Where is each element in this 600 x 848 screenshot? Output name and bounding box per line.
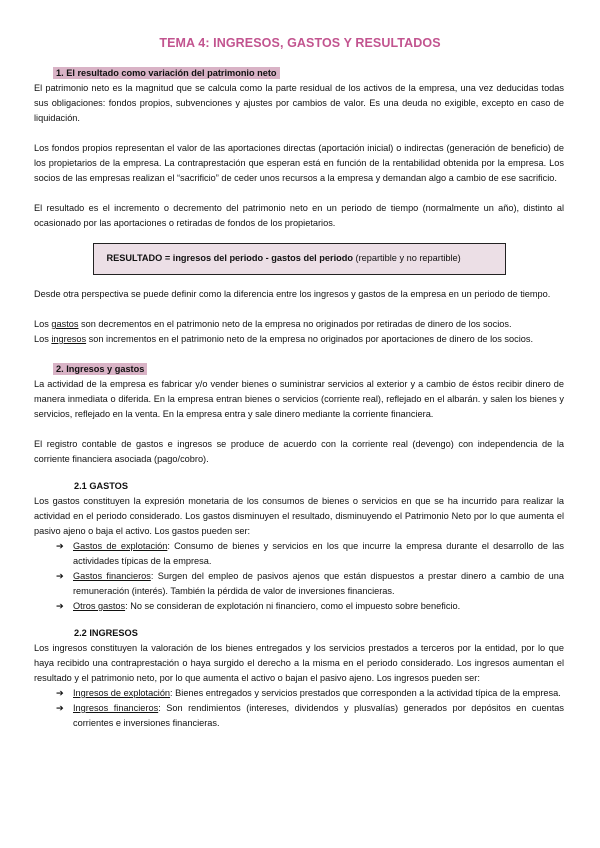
term-gastos: gastos: [51, 319, 79, 329]
ingresos-heading: 2.2 INGRESOS: [74, 628, 138, 638]
list-item: ➔ Otros gastos: No se consideran de explotación ni financiero, como el impuesto sobre beneficio.: [56, 599, 564, 614]
formula-note: (repartible y no repartible): [352, 253, 461, 263]
formula-box: [93, 243, 506, 275]
paragraph: Los gastos constituyen la expresión monetaria de los consumos de bienes o servicios en que se ha incurrido para realizar la actividad en el periodo considerado. Los gastos disminuyen el resultado, disminuyendo el Patrimonio Neto por lo que aumenta el pasivo ajeno o baja el activo. Los gastos pueden ser:: [34, 496, 564, 536]
list-item: ➔ Gastos financieros: Surgen del empleo de pasivos ajenos que están dispuestos a prestar dinero a cambio de una remuneración (interés). También la pérdida de valor de inversiones financieras.: [56, 571, 564, 596]
list-item: ➔ Ingresos financieros: Son rendimientos (intereses, dividendos y plusvalías) generados por depósitos en cuentas corrientes e inversiones financieras.: [56, 703, 564, 728]
paragraph: El registro contable de gastos e ingresos se produce de acuerdo con la corriente real (devengo) con independencia de la corriente financiera asociada (pago/cobro).: [34, 439, 564, 464]
paragraph: Desde otra perspectiva se puede definir como la diferencia entre los ingresos y gastos de la empresa en un periodo de tiempo.: [34, 289, 551, 299]
list-item: ➔ Gastos de explotación: Consumo de bienes y servicios en los que incurre la empresa durante el desarrollo de las actividades típicas de la empresa.: [56, 541, 564, 566]
page-title: TEMA 4: INGRESOS, GASTOS Y RESULTADOS: [159, 36, 441, 50]
document-body: [34, 66, 564, 731]
section-1-heading: 1. El resultado como variación del patrimonio neto: [34, 66, 564, 81]
paragraph-gastos-def: Los gastos son decrementos en el patrimonio neto de la empresa no originados por retiradas de dinero de los socios.: [34, 319, 512, 329]
list-term: Gastos de explotación: [73, 541, 168, 551]
gastos-list: [34, 539, 564, 614]
paragraph-ingresos-def: Los ingresos son incrementos en el patrimonio neto de la empresa no originados por aportaciones de dinero de los socios.: [34, 334, 533, 344]
arrow-icon: ➔: [56, 601, 64, 611]
term-ingresos: ingresos: [51, 334, 87, 344]
gastos-heading: 2.1 GASTOS: [74, 481, 128, 491]
formula-bold: RESULTADO = ingresos del periodo - gastos del periodo: [106, 253, 353, 263]
list-term: Ingresos de explotación: [73, 688, 171, 698]
list-term: Gastos financieros: [73, 571, 151, 581]
arrow-icon: ➔: [56, 688, 64, 698]
list-term: Otros gastos: [73, 601, 126, 611]
paragraph: Los fondos propios representan el valor de las aportaciones directas (aportación inicial) o indirectas (generación de beneficio) de los propietarios de la empresa. La contraprestación que esperan está en función de la rentabilidad obtenida por la empresa. Los socios de las empresas realizan el “sacrificio” de ceder unos recursos a la empresa y demandan algo a cambio de ese sacrificio.: [34, 143, 564, 183]
arrow-icon: ➔: [56, 541, 64, 551]
paragraph: El patrimonio neto es la magnitud que se calcula como la parte residual de los activos de la empresa, una vez deducidas todas sus obligaciones: fondos propios, subvenciones y ajustes por cambios de valor. Es una deuda no exigible, excepto en caso de liquidación.: [34, 83, 564, 123]
paragraph: Los ingresos constituyen la valoración de los bienes entregados y los servicios prestados a terceros por la entidad, por lo que haya recibido una contraprestación o haya surgido el derecho a la misma en el periodo considerado. Los ingresos aumentan el resultado y el patrimonio neto, por lo que aumenta el activo o bajan el pasivo ajeno. Los ingresos pueden ser:: [34, 643, 564, 683]
list-term: Ingresos financieros: [73, 703, 159, 713]
arrow-icon: ➔: [56, 571, 64, 581]
section-2-heading: 2. Ingresos y gastos: [34, 362, 564, 377]
paragraph: La actividad de la empresa es fabricar y/o vender bienes o suministrar servicios al exterior y a cambio de éstos recibir dinero de manera inmediata o diferida. En la empresa entran bienes o servicios (corriente real), reflejado en el albarán. y salen los bienes y servicios, reflejado en la venta. En la empresa entra y sale dinero mediante la corriente financiera.: [34, 379, 564, 419]
ingresos-list: [34, 686, 564, 731]
paragraph: El resultado es el incremento o decremento del patrimonio neto en un periodo de tiempo (normalmente un año), distinto al ocasionado por las aportaciones o retiradas de fondos de los propietarios.: [34, 203, 564, 228]
arrow-icon: ➔: [56, 703, 64, 713]
list-item: ➔ Ingresos de explotación: Bienes entregados y servicios prestados que corresponden a la actividad típica de la empresa.: [56, 686, 564, 701]
